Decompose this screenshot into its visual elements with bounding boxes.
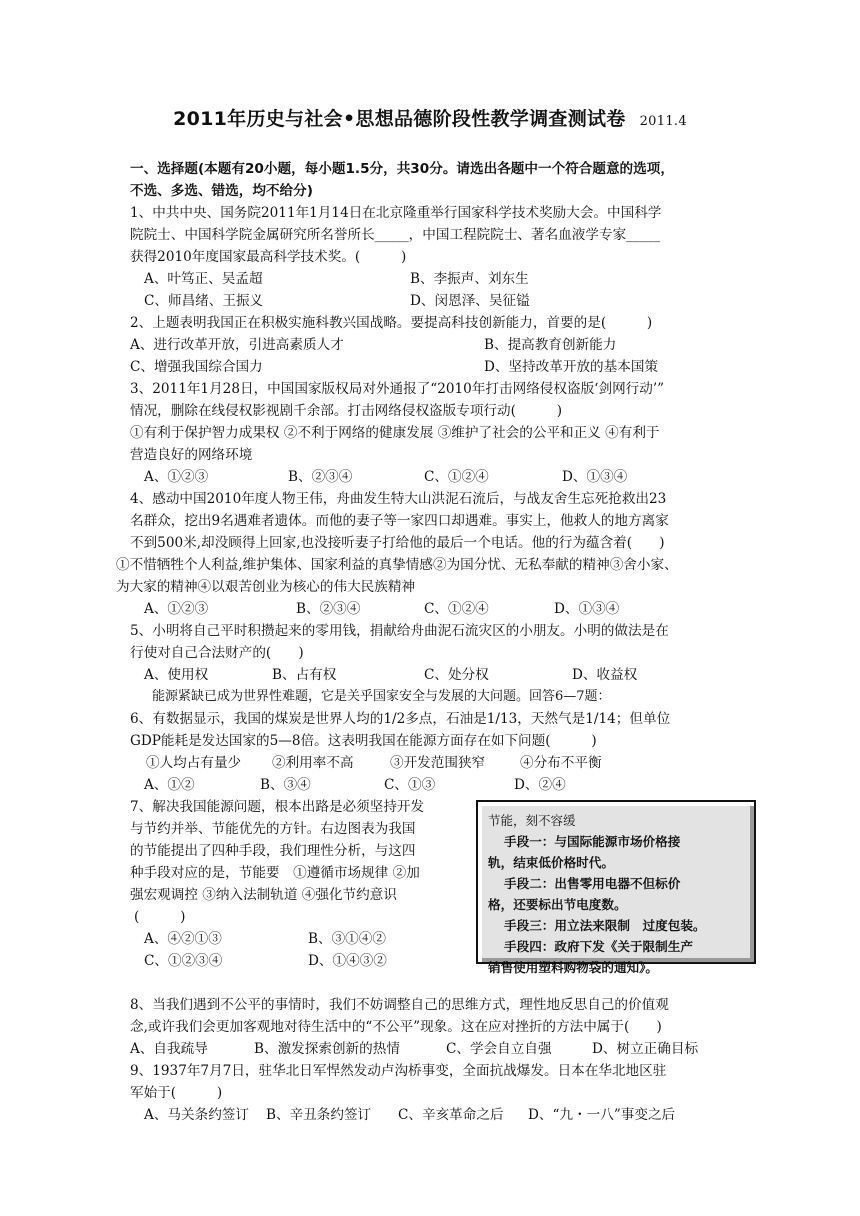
option-c: C、辛亥革命之后	[398, 1107, 504, 1123]
question-3-options	[130, 466, 742, 488]
question-4-options	[130, 598, 742, 620]
question-4-text: 不到500米,却没顾得上回家,也没接听妻子打给他的最后一个电话。他的行为蕴含着( )	[130, 535, 665, 551]
question-4-text: 4、感动中国2010年度人物王伟，舟曲发生特大山洪泥石流后，与战友舍生忘死抢救出23	[130, 491, 667, 507]
option-b: B、③①④②	[308, 931, 386, 947]
question-7-options-row1	[130, 928, 452, 950]
question-5-options	[130, 664, 742, 686]
question-9-options	[130, 1104, 742, 1126]
option-b: B、占有权	[272, 667, 337, 683]
page-title	[0, 104, 860, 131]
question-7-text: 的节能提出了四种手段，我们理性分析，与这四	[130, 843, 416, 859]
box-line: 手段三：用立法来限制 过度包装。	[504, 918, 706, 933]
question-1-text: 院院士、中国科学院金属研究所名誉所长_____，中国工程院院士、著名血液学专家_____	[130, 227, 661, 243]
box-title: 节能，刻不容缓	[488, 813, 576, 828]
item-4: ④分布不平衡	[520, 755, 602, 771]
option-b: B、提高教育创新能力	[484, 337, 617, 353]
option-d: D、①③④	[554, 601, 620, 617]
option-c: C、处分权	[424, 667, 489, 683]
title-text: 2011年历史与社会•思想品德阶段性教学调查测试卷	[173, 108, 626, 130]
title-date: 2011.4	[639, 114, 687, 129]
item-2: ②利用率不高	[272, 755, 354, 771]
energy-saving-box	[476, 800, 756, 975]
question-4-text: 名群众，挖出9名遇难者遗体。而他的妻子等一家四口却遇难。事实上，他救人的地方离家	[130, 513, 669, 529]
question-8-options	[130, 1038, 742, 1060]
option-d: D、树立正确目标	[592, 1041, 699, 1057]
box-line: 手段四：政府下发《关于限制生产	[504, 939, 693, 954]
question-6-options	[130, 774, 742, 796]
question-2-options-row1	[130, 334, 742, 356]
box-line: 手段二：出售零用电器不但标价	[504, 876, 681, 891]
box-line: 轨，结束低价格时代。	[488, 855, 614, 870]
option-c: C、增强我国综合国力	[130, 359, 263, 375]
question-1-options-row2	[130, 290, 742, 312]
option-d: D、坚持改革开放的基本国策	[484, 359, 659, 375]
option-d: D、①③④	[562, 469, 628, 485]
option-a: A、①②	[144, 777, 195, 793]
option-c: C、①②③④	[144, 953, 223, 969]
question-6-text: GDP能耗是发达国家的5—8倍。这表明我国在能源方面存在如下问题( )	[130, 733, 597, 749]
question-8-text: 8、当我们遇到不公平的事情时，我们不妨调整自己的思维方式，理性地反思自己的价值观	[130, 997, 669, 1013]
box-line: 销售使用塑料购物袋的通知》。	[488, 960, 659, 975]
option-a: A、马关条约签订	[144, 1107, 249, 1123]
question-8-text: 念,或许我们会更加客观地对待生活中的“不公平”现象。这在应对挫折的方法中属于( )	[130, 1019, 662, 1035]
section-heading: 一、选择题(本题有20小题，每小题1.5分，共30分。请选出各题中一个符合题意的选项，	[130, 161, 674, 177]
option-b: B、激发探索创新的热情	[254, 1041, 400, 1057]
question-5-text: 5、小明将自己平时积攒起来的零用钱，捐献给舟曲泥石流灾区的小朋友。小明的做法是在	[130, 623, 669, 639]
question-1-text: 获得2010年度国家最高科学技术奖。( )	[130, 249, 407, 265]
question-2-text: 2、上题表明我国正在积极实施科教兴国战略。要提高科技创新能力，首要的是( )	[130, 315, 653, 331]
question-7-text: ( )	[134, 909, 186, 925]
question-7-text: 种手段对应的是，节能要 ①遵循市场规律 ②加	[130, 865, 420, 881]
exam-body	[116, 158, 742, 1126]
option-b: B、李振声、刘东生	[410, 271, 529, 287]
question-3-text: 营造良好的网络环境	[130, 447, 253, 463]
question-5-text: 行使对自己合法财产的( )	[130, 645, 304, 661]
option-a: A、①②③	[144, 469, 209, 485]
box-line: 手段一：与国际能源市场价格接	[504, 834, 681, 849]
question-7	[130, 796, 452, 972]
question-7-options-row2	[130, 950, 452, 972]
option-d: D、“九・一八”事变之后	[528, 1107, 676, 1123]
option-c: C、①③	[384, 777, 436, 793]
box-line: 格，还要标出节电度数。	[488, 897, 627, 912]
question-2-options-row2	[130, 356, 742, 378]
option-a: A、进行改革开放，引进高素质人才	[130, 337, 344, 353]
question-9-text: 军始于( )	[130, 1085, 223, 1101]
item-1: ①人均占有量少	[146, 755, 242, 771]
option-b: B、③④	[260, 777, 311, 793]
option-a: A、自我疏导	[130, 1041, 208, 1057]
option-c: C、①②④	[424, 469, 489, 485]
option-d: D、①④③②	[308, 953, 387, 969]
question-3-text: 3、2011年1月28日，中国国家版权局对外通报了“2010年打击网络侵权盗版‘剑网行动’”	[130, 381, 665, 397]
question-4-text: ①不惜牺牲个人利益,维护集体、国家利益的真挚情感②为国分忧、无私奉献的精神③舍小家、	[116, 557, 678, 573]
section-heading-cont: 不选、多选、错选，均不给分)	[130, 183, 313, 199]
option-b: B、辛丑条约签订	[266, 1107, 372, 1123]
option-d: D、②④	[514, 777, 566, 793]
question-1-options-row1	[130, 268, 742, 290]
option-c: C、学会自立自强	[446, 1041, 552, 1057]
question-6-text: 6、有数据显示，我国的煤炭是世界人均的1/2多点，石油是1/13，天然气是1/14；但单位	[130, 711, 671, 727]
option-d: D、闵恩泽、吴征镒	[410, 293, 530, 309]
question-7-text: 7、解决我国能源问题，根本出路是必须坚持开发	[130, 799, 425, 815]
question-3-text: 情况，删除在线侵权影视剧千余部。打击网络侵权盗版专项行动( )	[130, 403, 563, 419]
option-c: C、师昌绪、王振义	[144, 293, 264, 309]
question-4-text: 为大家的精神④以艰苦创业为核心的伟大民族精神	[116, 579, 416, 595]
question-3-text: ①有利于保护智力成果权 ②不利于网络的健康发展 ③维护了社会的公平和正义 ④有利于	[130, 425, 660, 441]
option-a: A、①②③	[144, 601, 209, 617]
intro-6-7: 能源紧缺已成为世界性难题，它是关乎国家安全与发展的大问题。回答6—7题：	[152, 689, 611, 704]
question-6-items	[130, 752, 742, 774]
option-a: A、叶笃正、吴孟超	[144, 271, 263, 287]
option-d: D、收益权	[572, 667, 638, 683]
option-b: B、②③④	[288, 469, 353, 485]
option-c: C、①②④	[424, 601, 489, 617]
item-3: ③开发范围狭窄	[390, 755, 486, 771]
question-7-text: 强宏观调控 ③纳入法制轨道 ④强化节约意识	[130, 887, 397, 903]
option-a: A、④②①③	[144, 931, 222, 947]
question-7-text: 与节约并举、节能优先的方针。右边图表为我国	[130, 821, 416, 837]
question-1-text: 1、中共中央、国务院2011年1月14日在北京隆重举行国家科学技术奖励大会。中国科学	[130, 205, 662, 221]
option-a: A、使用权	[144, 667, 209, 683]
question-9-text: 9、1937年7月7日，驻华北日军悍然发动卢沟桥事变，全面抗战爆发。日本在华北地区驻	[130, 1063, 667, 1079]
option-b: B、②③④	[296, 601, 361, 617]
energy-saving-box-content	[488, 810, 746, 978]
